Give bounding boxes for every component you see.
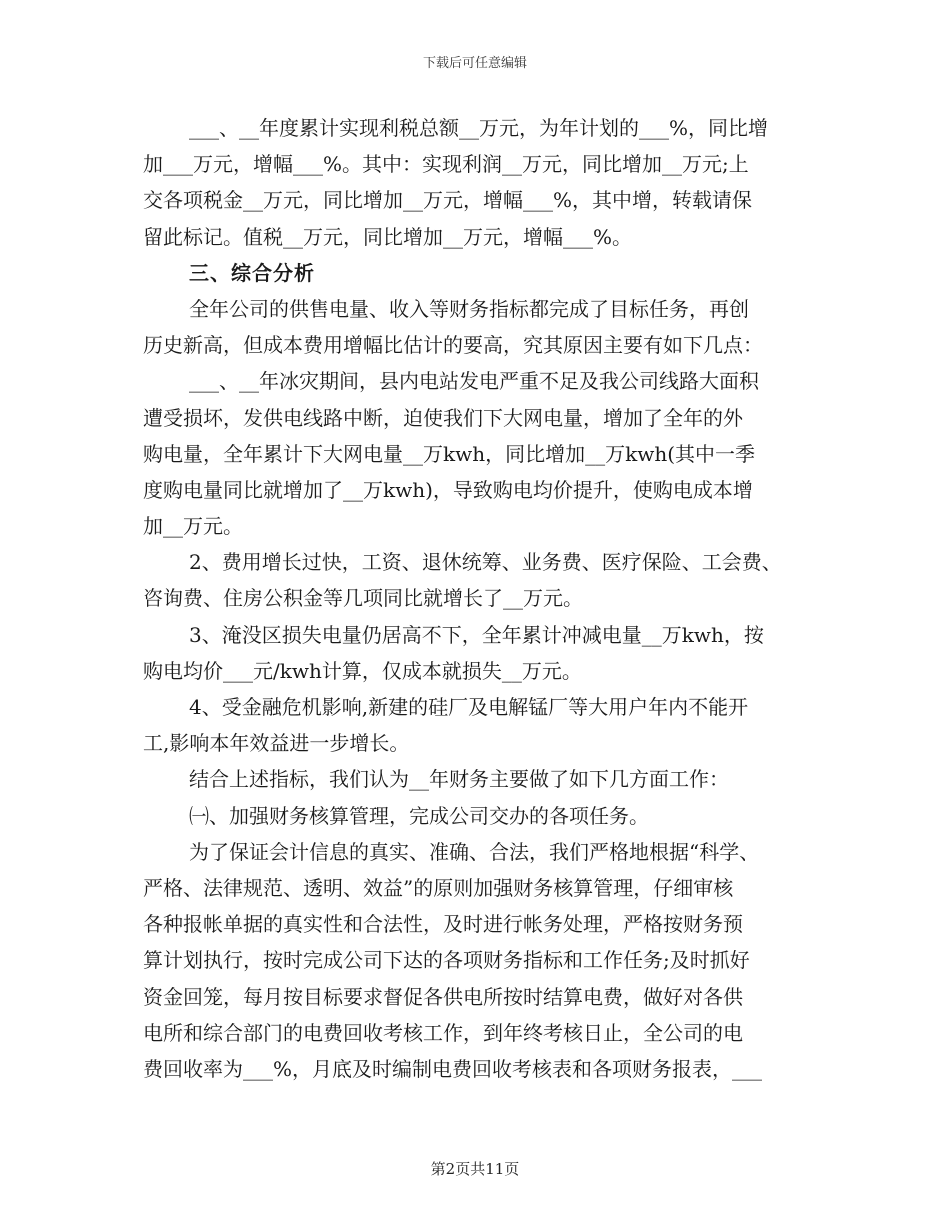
body-text-line: 电所和综合部门的电费回收考核工作，到年终考核日止，全公司的电 bbox=[143, 1020, 743, 1045]
body-text-line: 度购电量同比就增加了__万kwh)，导致购电均价提升，使购电成本增 bbox=[143, 477, 753, 502]
page-header: 下载后可任意编辑 bbox=[422, 56, 527, 71]
body-text-line: 全年公司的供售电量、收入等财务指标都完成了目标任务，再创 bbox=[189, 296, 749, 321]
body-text-line: 交各项税金__万元，同比增加__万元，增幅___%，其中增，转载请保 bbox=[143, 188, 753, 213]
body-text-line: 咨询费、住房公积金等几项同比就增长了__万元。 bbox=[143, 586, 583, 611]
body-text-line: 费回收率为___%，月底及时编制电费回收考核表和各项财务报表，___ bbox=[143, 1056, 763, 1081]
body-text-line: 历史新高，但成本费用增幅比估计的要高，究其原因主要有如下几点： bbox=[143, 333, 763, 358]
body-text-line: 结合上述指标，我们认为__年财务主要做了如下几方面工作： bbox=[189, 767, 729, 792]
body-text-line: 算计划执行，按时完成公司下达的各项财务指标和工作任务;及时抓好 bbox=[143, 948, 750, 973]
body-text-line: ㈠、加强财务核算管理，完成公司交办的各项任务。 bbox=[189, 803, 649, 828]
document-body bbox=[143, 110, 808, 1087]
body-text-line: 工,影响本年效益进一步增长。 bbox=[143, 731, 410, 756]
body-text-line: 资金回笼，每月按目标要求督促各供电所按时结算电费，做好对各供 bbox=[143, 984, 743, 1009]
body-text-line: 2、费用增长过快，工资、退休统筹、业务费、医疗保险、工会费、 bbox=[189, 550, 782, 575]
body-text-line: 3、淹没区损失电量仍居高不下，全年累计冲减电量__万kwh，按 bbox=[189, 622, 764, 647]
body-text-line: ___、__年度累计实现利税总额__万元，为年计划的___%，同比增 bbox=[189, 116, 769, 140]
body-text-line: 购电量，全年累计下大网电量__万kwh，同比增加__万kwh(其中一季 bbox=[143, 441, 756, 466]
body-text-line: 购电均价___元/kwh计算，仅成本就损失__万元。 bbox=[143, 658, 582, 683]
page-footer: 第2页共11页 bbox=[430, 1160, 520, 1178]
body-text-line: 遭受损坏，发供电线路中断，迫使我们下大网电量，增加了全年的外 bbox=[143, 405, 743, 430]
section-heading: 三、综合分析 bbox=[189, 260, 315, 285]
body-text-line: 严格、法律规范、透明、效益”的原则加强财务核算管理，仔细审核 bbox=[143, 875, 734, 900]
body-text-line: ___、__年冰灾期间，县内电站发电严重不足及我公司线路大面积 bbox=[189, 369, 759, 394]
body-text-line: 留此标记。值税__万元，同比增加__万元，增幅___%。 bbox=[143, 224, 633, 249]
body-text-line: 4、受金融危机影响,新建的硅厂及电解锰厂等大用户年内不能开 bbox=[189, 695, 749, 719]
body-text-line: 各种报帐单据的真实性和合法性，及时进行帐务处理，严格按财务预 bbox=[143, 912, 743, 937]
body-text-line: 加__万元。 bbox=[143, 514, 243, 539]
body-text-line: 加___万元，增幅___%。其中：实现利润__万元，同比增加__万元;上 bbox=[143, 152, 749, 177]
body-text-line: 为了保证会计信息的真实、准确、合法，我们严格地根据“科学、 bbox=[189, 839, 760, 864]
